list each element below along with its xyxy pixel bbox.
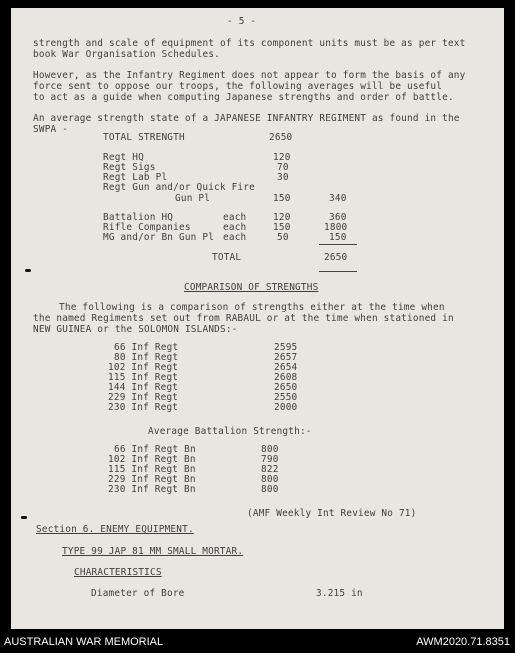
intro-line: However, as the Infantry Regiment does not appear to form the basis of any <box>33 70 466 81</box>
source-note: (AMF Weekly Int Review No 71) <box>247 508 417 519</box>
regiment-value: 2654 <box>274 362 298 373</box>
document-page <box>11 8 504 629</box>
regt-unit-label: Gun Pl <box>175 193 211 204</box>
punch-hole-mark <box>21 516 27 519</box>
diameter-value: 3.215 in <box>316 588 363 599</box>
regt-unit-label: Regt HQ <box>103 152 144 163</box>
regiment-label: 144 Inf Regt <box>108 382 179 393</box>
regt-unit-total: 340 <box>329 193 347 204</box>
battalion-unit-value: 120 <box>273 212 291 223</box>
total-label: TOTAL <box>212 252 242 263</box>
battalion-unit-total: 360 <box>329 212 347 223</box>
battalion-unit-total: 1800 <box>324 222 348 233</box>
regiment-value: 2650 <box>274 382 298 393</box>
comparison-intro-line: the named Regiments set out from RABAUL or at the time when stationed in <box>33 313 454 324</box>
battalion-value: 800 <box>261 474 279 485</box>
battalion-unit-each: each <box>223 232 247 243</box>
intro-line: SWPA - <box>33 124 69 135</box>
battalion-unit-label: MG and/or Bn Gun Pl <box>103 232 215 243</box>
archive-footer <box>0 632 515 653</box>
intro-line: to act as a guide when computing Japanese strengths and order of battle. <box>33 92 454 103</box>
total-strength-label: TOTAL STRENGTH <box>103 132 185 143</box>
diameter-label: Diameter of Bore <box>91 588 185 599</box>
battalion-unit-value: 50 <box>277 232 289 243</box>
regiment-value: 2595 <box>274 342 298 353</box>
regt-unit-label: Regt Sigs <box>103 162 156 173</box>
regiment-value: 2000 <box>274 402 298 413</box>
battalion-unit-label: Battalion HQ <box>103 212 174 223</box>
punch-hole-mark <box>25 269 31 272</box>
footer-reference: AWM2020.71.8351 <box>416 636 510 648</box>
regt-unit-value: 70 <box>277 162 289 173</box>
regt-unit-label: Regt Lab Pl <box>103 172 168 183</box>
page-number: - 5 - <box>227 16 257 27</box>
regiment-label: 102 Inf Regt <box>108 362 179 373</box>
regt-unit-label: Regt Gun and/or Quick Fire <box>103 182 255 193</box>
battalion-label: 229 Inf Regt Bn <box>108 474 196 485</box>
battalion-label: 230 Inf Regt Bn <box>108 484 196 495</box>
battalion-unit-total: 150 <box>329 232 347 243</box>
total-strength-value: 2650 <box>269 132 293 143</box>
regt-unit-value: 120 <box>273 152 291 163</box>
regiment-value: 2608 <box>274 372 298 383</box>
intro-line: strength and scale of equipment of its component units must be as per text <box>33 38 466 49</box>
regiment-label: 80 Inf Regt <box>114 352 179 363</box>
battalion-label: 102 Inf Regt Bn <box>108 454 196 465</box>
regt-unit-value: 30 <box>277 172 289 183</box>
weapon-heading: TYPE 99 JAP 81 MM SMALL MORTAR. <box>62 546 244 557</box>
regiment-label: 229 Inf Regt <box>108 392 179 403</box>
battalion-value: 800 <box>261 484 279 495</box>
comparison-intro-line: NEW GUINEA or the SOLOMON ISLANDS:- <box>33 324 238 335</box>
intro-line: book War Organisation Schedules. <box>33 49 221 60</box>
battalion-value: 822 <box>261 464 279 475</box>
battalion-unit-value: 150 <box>273 222 291 233</box>
regiment-value: 2657 <box>274 352 298 363</box>
regiment-label: 115 Inf Regt <box>108 372 179 383</box>
section-heading: Section 6. ENEMY EQUIPMENT. <box>36 524 194 535</box>
battalion-heading: Average Battalion Strength:- <box>148 426 312 437</box>
battalion-value: 790 <box>261 454 279 465</box>
battalion-unit-each: each <box>223 222 247 233</box>
total-value: 2650 <box>324 252 348 263</box>
regiment-label: 66 Inf Regt <box>114 342 179 353</box>
battalion-label: 66 Inf Regt Bn <box>114 444 196 455</box>
characteristics-heading: CHARACTERISTICS <box>74 567 162 578</box>
comparison-heading: COMPARISON OF STRENGTHS <box>184 282 319 293</box>
regt-unit-value: 150 <box>273 193 291 204</box>
battalion-unit-label: Rifle Companies <box>103 222 191 233</box>
comparison-intro-line: The following is a comparison of strengths either at the time when <box>59 302 445 313</box>
intro-line: An average strength state of a JAPANESE INFANTRY REGIMENT as found in the <box>33 113 460 124</box>
regiment-value: 2550 <box>274 392 298 403</box>
battalion-unit-each: each <box>223 212 247 223</box>
battalion-label: 115 Inf Regt Bn <box>108 464 196 475</box>
regiment-label: 230 Inf Regt <box>108 402 179 413</box>
battalion-value: 800 <box>261 444 279 455</box>
intro-line: force sent to oppose our troops, the following averages will be useful <box>33 81 443 92</box>
footer-institution: AUSTRALIAN WAR MEMORIAL <box>4 636 164 648</box>
